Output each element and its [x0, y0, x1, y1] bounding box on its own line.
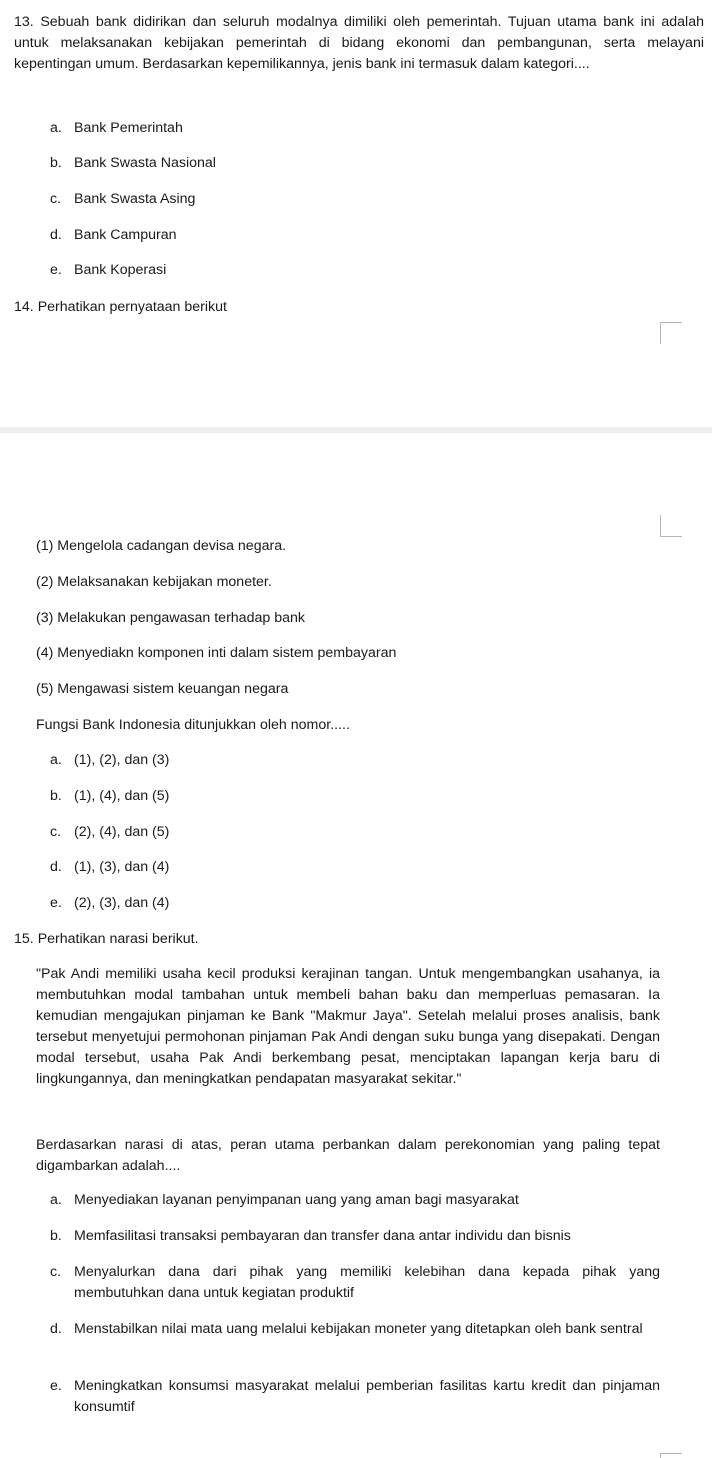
q15-option-d[interactable]	[50, 1319, 660, 1340]
option-text: (1), (2), dan (3)	[74, 752, 170, 768]
q14-option-c[interactable]	[50, 822, 169, 843]
option-text: Memfasilitasi transaksi pembayaran dan transfer dana antar individu dan bisnis	[74, 1228, 571, 1244]
option-letter: e.	[50, 1378, 62, 1394]
q14-option-e[interactable]	[50, 893, 169, 914]
option-text: Menyalurkan dana dari pihak yang memiliki kelebihan dana kepada pihak yang membutuhkan dana untuk kegiatan produktif	[74, 1264, 660, 1301]
option-letter: b.	[50, 155, 62, 171]
q15-option-c[interactable]	[50, 1262, 660, 1304]
option-letter: d.	[50, 1321, 62, 1337]
option-letter: c.	[50, 191, 62, 207]
question-15-number: 15.	[14, 931, 34, 947]
q13-option-c[interactable]	[50, 189, 195, 210]
q14-statement-3: (3) Melakukan pengawasan terhadap bank	[36, 610, 305, 626]
q14-option-d[interactable]	[50, 857, 169, 878]
option-letter: b.	[50, 788, 62, 804]
q13-option-d[interactable]	[50, 225, 177, 246]
q14-option-b[interactable]	[50, 786, 169, 807]
q14-statement-2: (2) Melaksanakan kebijakan moneter.	[36, 574, 272, 590]
option-letter: c.	[50, 824, 62, 840]
question-14-text: Perhatikan pernyataan berikut	[37, 299, 227, 315]
question-15-text: Perhatikan narasi berikut.	[37, 931, 199, 947]
option-letter: a.	[50, 1192, 62, 1208]
question-13	[14, 12, 704, 75]
option-letter: a.	[50, 752, 62, 768]
q14-option-a[interactable]	[50, 750, 169, 771]
option-letter: c.	[50, 1264, 62, 1280]
option-text: (2), (4), dan (5)	[74, 824, 170, 840]
crop-corner-top-left-2	[660, 1453, 682, 1458]
option-text: (2), (3), dan (4)	[74, 895, 170, 911]
option-letter: b.	[50, 1228, 62, 1244]
q14-statement-5: (5) Mengawasi sistem keuangan negara	[36, 681, 289, 697]
option-letter: e.	[50, 895, 62, 911]
option-text: Bank Swasta Asing	[74, 191, 196, 207]
option-text: Bank Swasta Nasional	[74, 155, 216, 171]
crop-corner-bottom-left	[660, 515, 682, 537]
q15-option-e[interactable]	[50, 1376, 660, 1418]
q15-narrative: "Pak Andi memiliki usaha kecil produksi kerajinan tangan. Untuk mengembangkan usahanya, ia membutuhkan modal tambahan untuk membeli bahan baku dan memperluas pemasaran. Ia kemudian mengajukan pinjaman ke Bank "Makmur Jaya". Setelah melalui proses analisis, bank tersebut menyetujui permohonan pinjaman Pak Andi dengan suku bunga yang disepakati. Dengan modal tersebut, usaha Pak Andi berkembang pesat, menciptakan lapangan kerja baru di lingkungannya, dan meningkatkan pendapatan masyarakat sekitar."	[36, 966, 660, 1087]
crop-corner-top-left	[660, 322, 682, 344]
question-14-number: 14.	[14, 299, 34, 315]
option-text: Bank Koperasi	[74, 262, 167, 278]
q15-option-a[interactable]	[50, 1190, 660, 1211]
option-text: Menyediakan layanan penyimpanan uang yang aman bagi masyarakat	[74, 1192, 519, 1208]
option-text: Bank Campuran	[74, 227, 177, 243]
q14-statement-1: (1) Mengelola cadangan devisa negara.	[36, 538, 287, 554]
option-text: Bank Pemerintah	[74, 120, 183, 136]
option-text: Menstabilkan nilai mata uang melalui kebijakan moneter yang ditetapkan oleh bank sentral	[74, 1321, 643, 1337]
question-15	[14, 929, 704, 950]
q15-option-b[interactable]	[50, 1226, 660, 1247]
section-divider	[0, 427, 712, 433]
option-text: (1), (3), dan (4)	[74, 859, 170, 875]
option-letter: d.	[50, 227, 62, 243]
q13-option-b[interactable]	[50, 153, 216, 174]
option-letter: a.	[50, 120, 62, 136]
question-13-number: 13.	[14, 14, 34, 30]
q14-statement-4: (4) Menyediakn komponen inti dalam sistem pembayaran	[36, 645, 397, 661]
q15-question: Berdasarkan narasi di atas, peran utama perbankan dalam perekonomian yang paling tepat digambarkan adalah....	[36, 1137, 660, 1174]
question-13-text: Sebuah bank didirikan dan seluruh modalnya dimiliki oleh pemerintah. Tujuan utama bank ini adalah untuk melaksanakan kebijakan pemerintah di bidang ekonomi dan pembangunan, serta melayani kepentingan umum. Berdasarkan kepemilikannya, jenis bank ini termasuk dalam kategori....	[14, 14, 704, 72]
q14-question: Fungsi Bank Indonesia ditunjukkan oleh nomor.....	[36, 717, 350, 733]
q13-option-a[interactable]	[50, 118, 183, 139]
option-text: (1), (4), dan (5)	[74, 788, 170, 804]
option-letter: e.	[50, 262, 62, 278]
option-text: Meningkatkan konsumsi masyarakat melalui pemberian fasilitas kartu kredit dan pinjaman konsumtif	[74, 1378, 660, 1415]
question-14	[14, 297, 704, 318]
option-letter: d.	[50, 859, 62, 875]
q13-option-e[interactable]	[50, 260, 166, 281]
